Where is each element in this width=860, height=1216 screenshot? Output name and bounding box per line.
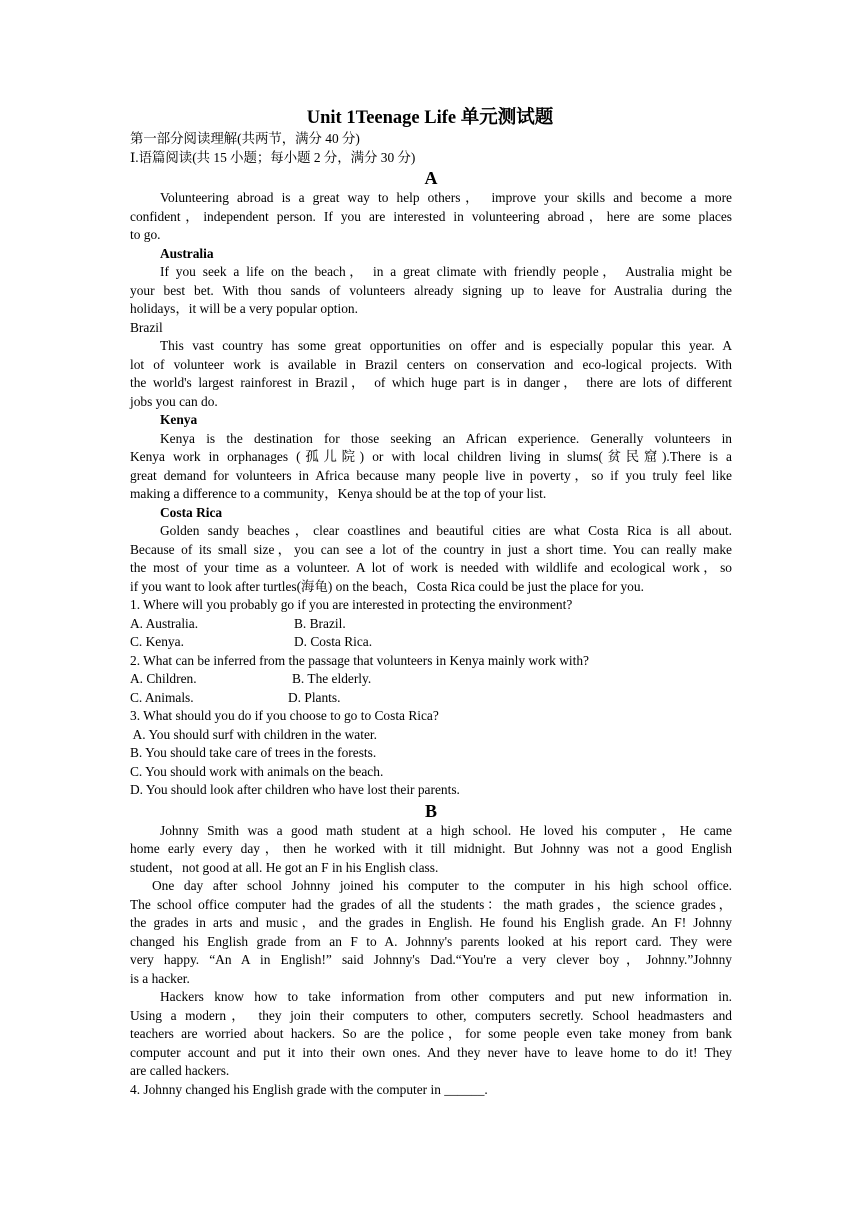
- paragraph-line: the grades in arts and music，and the grades in English. He found his English grade. An F! Johnny: [130, 915, 732, 930]
- option-c: C. Kenya.: [130, 634, 184, 649]
- option-d: D. You should look after children who have lost their parents.: [130, 782, 460, 797]
- paragraph-line: holidays，it will be a very popular option.: [130, 301, 358, 316]
- paragraph-line: changed his English grade from an F to A. Johnny's parents looked at his report card. They were: [130, 933, 732, 949]
- paragraph-line: One day after school Johnny joined his computer to the computer in his high school office.: [152, 878, 732, 893]
- option-c: C. Animals.: [130, 689, 194, 705]
- paragraph-line: computer account and put it into their own ones. And they never have to leave home to do it! They: [130, 1044, 732, 1060]
- passage-a-label: A: [424, 168, 438, 188]
- option-c: C. You should work with animals on the beach.: [130, 763, 384, 779]
- question-4-stem: 4. Johnny changed his English grade with the computer in ______.: [130, 1081, 488, 1097]
- paragraph-line: Golden sandy beaches，clear coastlines and beautiful cities are what Costa Rica is all about.: [160, 523, 732, 538]
- paragraph-line: teachers are worried about hackers. So are the police，for some people even take money from bank: [130, 1026, 732, 1041]
- paragraph-line: lot of volunteer work is available in Brazil centers on conservation and eco-logical projects. With: [130, 356, 732, 372]
- option-a: A. Children.: [130, 671, 197, 686]
- option-d: D. Costa Rica.: [294, 634, 373, 649]
- paragraph-line: The school office computer had the grades of all the students：the math grades，the science grades，: [130, 896, 732, 912]
- question-2-options-row-2: [130, 689, 732, 708]
- option-b: B. Brazil.: [294, 615, 346, 631]
- question-2-stem: 2. What can be inferred from the passage that volunteers in Kenya mainly work with?: [130, 652, 589, 668]
- question-1-stem: 1. Where will you probably go if you are interested in protecting the environment?: [130, 597, 573, 612]
- option-b: B. You should take care of trees in the forests.: [130, 745, 377, 760]
- paragraph-line: Hackers know how to take information from other computers and put new information in.: [160, 989, 732, 1004]
- exam-body: [130, 130, 732, 1099]
- paragraph-line: student，not good at all. He got an F in his English class.: [130, 859, 439, 875]
- paragraph-line: making a difference to a community，Kenya should be at the top of your list.: [130, 486, 547, 501]
- paragraph-line: Kenya is the destination for those seeking an African experience. Generally volunteers in: [160, 430, 732, 446]
- option-a: A. You should surf with children in the water.: [130, 726, 377, 742]
- paragraph-line: confident，independent person. If you are interested in volunteering abroad，here are some places: [130, 208, 732, 224]
- paragraph-line: Volunteering abroad is a great way to help others， improve your skills and become a more: [160, 190, 732, 205]
- paragraph-line: is a hacker.: [130, 970, 190, 986]
- paragraph-line: great demand for volunteers in Africa because many people live in poverty，so if you truly feel like: [130, 467, 732, 483]
- question-1-options-row-2: [130, 633, 732, 652]
- paragraph-line: Johnny Smith was a good math student at a high school. He loved his computer，He came: [160, 822, 732, 838]
- option-a: A. Australia.: [130, 615, 199, 631]
- paragraph-line: If you seek a life on the beach， in a great climate with friendly people， Australia might be: [160, 264, 732, 279]
- heading-brazil: Brazil: [130, 319, 163, 335]
- passage-b-label: B: [424, 800, 437, 821]
- paragraph-line: home early every day，then he worked with it till midnight. But Johnny was not a good English: [130, 841, 732, 856]
- paragraph-line: to go.: [130, 227, 161, 242]
- part-heading: 第一部分阅读理解(共两节，满分 40 分): [130, 131, 360, 146]
- paragraph-line: Because of its small size，you can see a lot of the country in just a short time. You can really make: [130, 541, 732, 557]
- question-3-stem: 3. What should you do if you choose to go to Costa Rica?: [130, 708, 439, 723]
- section-heading: Ⅰ.语篇阅读(共 15 小题；每小题 2 分，满分 30 分): [130, 149, 416, 165]
- paragraph-line: Kenya work in orphanages (孤儿院) or with local children living in slums(贫民窟).There is a: [130, 449, 732, 464]
- paragraph-line: the world's largest rainforest in Brazil， of which huge part is in danger， there are lots of different: [130, 375, 732, 390]
- paragraph-line: Using a modern， they join their computers to other, computers secretly. School headmasters and: [130, 1007, 732, 1023]
- paragraph-line: jobs you can do.: [130, 393, 218, 409]
- option-d: D. Plants.: [288, 689, 341, 705]
- question-1-options-row-1: [130, 615, 732, 634]
- heading-kenya: Kenya: [160, 412, 198, 427]
- heading-australia: Australia: [160, 245, 214, 261]
- paragraph-line: the most of your time as a volunteer. A lot of work is needed with wildlife and ecological work，so: [130, 560, 732, 575]
- paragraph-line: are called hackers.: [130, 1063, 230, 1078]
- option-b: B. The elderly.: [292, 671, 372, 686]
- paragraph-line: very happy. “An A in English!” said Johnny's Dad.“You're a very clever boy，Johnny.”Johnny: [130, 952, 732, 967]
- paragraph-line: This vast country has some great opportunities on offer and is especially popular this year. A: [160, 338, 732, 353]
- paragraph-line: if you want to look after turtles(海龟) on the beach，Costa Rica could be just the place for you.: [130, 578, 644, 594]
- page-title: Unit 1Teenage Life 单元测试题: [306, 108, 554, 128]
- heading-costa-rica: Costa Rica: [160, 504, 223, 520]
- question-2-options-row-1: [130, 670, 732, 689]
- paragraph-line: your best bet. With thou sands of volunteers already signing up to leave for Australia during the: [130, 282, 732, 298]
